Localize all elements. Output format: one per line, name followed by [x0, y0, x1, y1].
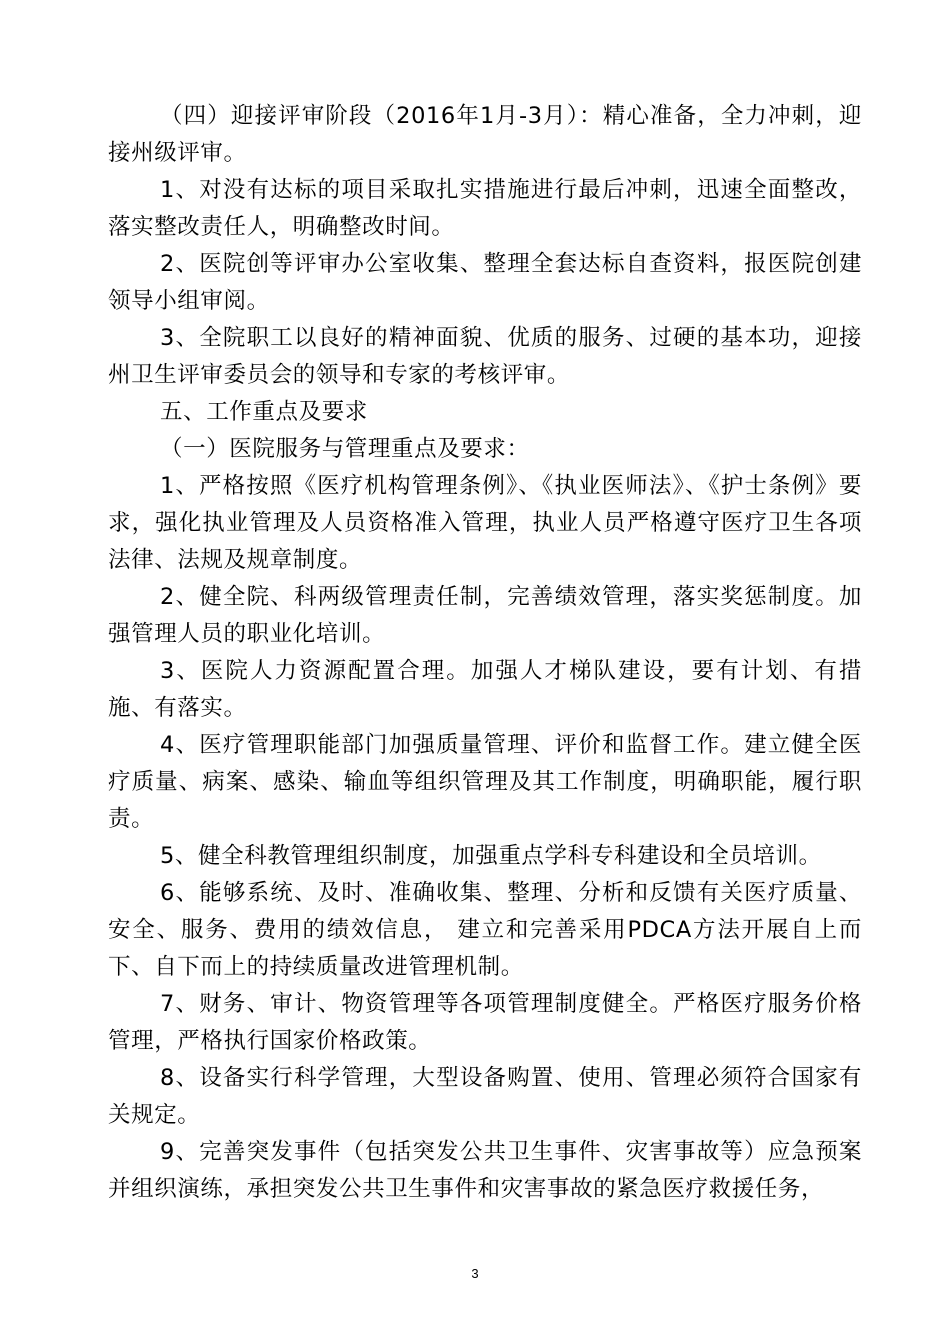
paragraph-req-3: 3、医院人力资源配置合理。加强人才梯队建设，要有计划、有措施、有落实。	[108, 658, 862, 721]
page-number: 3	[471, 1266, 479, 1281]
paragraph-item-2-materials: 2、医院创等评审办公室收集、整理全套达标自查资料，报医院创建领导小组审阅。	[108, 251, 862, 314]
paragraph-item-3-staff: 3、全院职工以良好的精神面貌、优质的服务、过硬的基本功，迎接州卫生评审委员会的领导和专家的考核评审。	[108, 325, 862, 388]
paragraph-req-4: 4、医疗管理职能部门加强质量管理、评价和监督工作。建立健全医疗质量、病案、感染、输血等组织管理及其工作制度，明确职能，履行职责。	[108, 732, 862, 832]
subsection-heading-one: （一）医院服务与管理重点及要求：	[160, 436, 530, 462]
paragraph-req-2: 2、健全院、科两级管理责任制，完善绩效管理，落实奖惩制度。加强管理人员的职业化培训。	[108, 584, 862, 647]
paragraph-req-6: 6、能够系统、及时、准确收集、整理、分析和反馈有关医疗质量、安全、服务、费用的绩效信息， 建立和完善采用PDCA方法开展自上而下、自下而上的持续质量改进管理机制。	[108, 880, 862, 980]
paragraph-req-9: 9、完善突发事件（包括突发公共卫生事件、灾害事故等）应急预案并组织演练，承担突发公共卫生事件和灾害事故的紧急医疗救援任务，	[108, 1139, 862, 1202]
document-page	[108, 98, 862, 1208]
paragraph-req-5: 5、健全科教管理组织制度，加强重点学科专科建设和全员培训。	[160, 843, 822, 869]
paragraph-req-1: 1、严格按照《医疗机构管理条例》、《执业医师法》、《护士条例》要求，强化执业管理及人员资格准入管理，执业人员严格遵守医疗卫生各项法律、法规及规章制度。	[108, 473, 862, 573]
paragraph-req-8: 8、设备实行科学管理，大型设备购置、使用、管理必须符合国家有关规定。	[108, 1065, 862, 1128]
paragraph-req-7: 7、财务、审计、物资管理等各项管理制度健全。严格医疗服务价格管理，严格执行国家价格政策。	[108, 991, 862, 1054]
section-heading-five: 五、工作重点及要求	[160, 399, 368, 425]
paragraph-item-1-rectification: 1、对没有达标的项目采取扎实措施进行最后冲刺，迅速全面整改，落实整改责任人，明确整改时间。	[108, 177, 862, 240]
paragraph-phase-four: （四）迎接评审阶段（2016年1月-3月）：精心准备，全力冲刺，迎接州级评审。	[108, 103, 862, 166]
